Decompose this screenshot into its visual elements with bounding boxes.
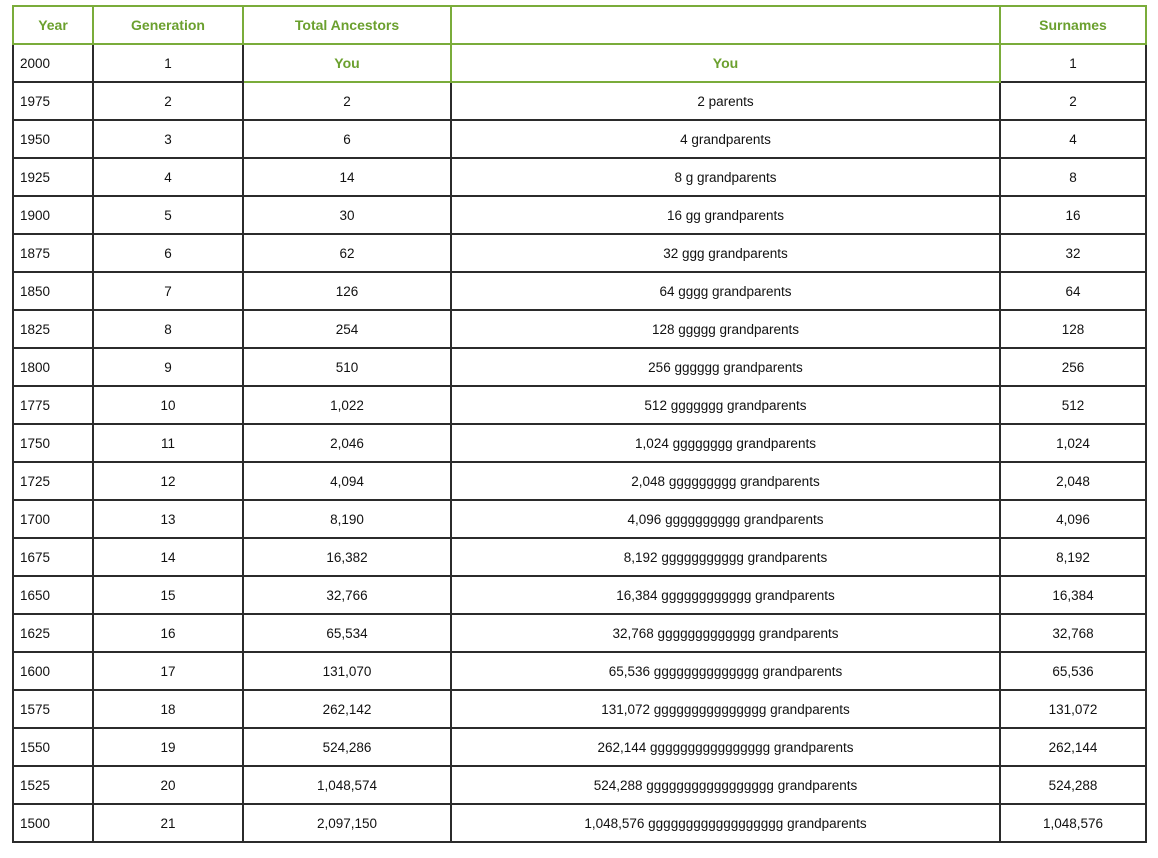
total-ancestors-cell: 1,048,574	[243, 766, 451, 804]
table-row	[13, 652, 1146, 690]
ancestor-table-container	[12, 5, 1145, 843]
year-cell: 1750	[13, 424, 93, 462]
surnames-cell: 32,768	[1000, 614, 1146, 652]
generation-cell: 5	[93, 196, 243, 234]
year-cell: 1550	[13, 728, 93, 766]
generation-cell: 6	[93, 234, 243, 272]
generation-cell: 1	[93, 44, 243, 82]
total-ancestors-cell: 65,534	[243, 614, 451, 652]
table-row	[13, 500, 1146, 538]
description-cell: 16,384 gggggggggggg grandparents	[451, 576, 1000, 614]
generation-cell: 2	[93, 82, 243, 120]
year-cell: 1600	[13, 652, 93, 690]
surnames-cell: 1,048,576	[1000, 804, 1146, 842]
year-cell: 1625	[13, 614, 93, 652]
generation-cell: 8	[93, 310, 243, 348]
year-cell: 1500	[13, 804, 93, 842]
total-ancestors-cell: 14	[243, 158, 451, 196]
description-cell: 8,192 ggggggggggg grandparents	[451, 538, 1000, 576]
total-ancestors-cell: 254	[243, 310, 451, 348]
generation-cell: 7	[93, 272, 243, 310]
table-row	[13, 348, 1146, 386]
description-cell: 32,768 ggggggggggggg grandparents	[451, 614, 1000, 652]
surnames-cell: 524,288	[1000, 766, 1146, 804]
table-row	[13, 196, 1146, 234]
table-row	[13, 576, 1146, 614]
generation-cell: 21	[93, 804, 243, 842]
year-cell: 1700	[13, 500, 93, 538]
total-ancestors-cell: 30	[243, 196, 451, 234]
description-cell: 524,288 ggggggggggggggggg grandparents	[451, 766, 1000, 804]
generation-cell: 9	[93, 348, 243, 386]
surnames-cell: 16	[1000, 196, 1146, 234]
generation-cell: 10	[93, 386, 243, 424]
description-cell: 2 parents	[451, 82, 1000, 120]
surnames-cell: 8,192	[1000, 538, 1146, 576]
table-row	[13, 44, 1146, 82]
table-row	[13, 424, 1146, 462]
table-row	[13, 234, 1146, 272]
generation-cell: 17	[93, 652, 243, 690]
surnames-cell: 256	[1000, 348, 1146, 386]
header-row	[13, 6, 1146, 44]
description-cell: 1,048,576 gggggggggggggggggg grandparents	[451, 804, 1000, 842]
total-ancestors-cell: 6	[243, 120, 451, 158]
surnames-cell: 32	[1000, 234, 1146, 272]
generation-cell: 18	[93, 690, 243, 728]
surnames-cell: 2,048	[1000, 462, 1146, 500]
total-ancestors-cell: 2,097,150	[243, 804, 451, 842]
total-ancestors-cell: 8,190	[243, 500, 451, 538]
surnames-cell: 64	[1000, 272, 1146, 310]
table-row	[13, 386, 1146, 424]
description-cell: 512 ggggggg grandparents	[451, 386, 1000, 424]
generation-cell: 13	[93, 500, 243, 538]
year-cell: 1725	[13, 462, 93, 500]
total-ancestors-cell: 510	[243, 348, 451, 386]
surnames-cell: 4	[1000, 120, 1146, 158]
table-row	[13, 462, 1146, 500]
total-ancestors-cell: 16,382	[243, 538, 451, 576]
surnames-cell: 262,144	[1000, 728, 1146, 766]
year-cell: 2000	[13, 44, 93, 82]
total-ancestors-cell: 126	[243, 272, 451, 310]
surnames-cell: 1	[1000, 44, 1146, 82]
generation-cell: 20	[93, 766, 243, 804]
description-cell: 256 gggggg grandparents	[451, 348, 1000, 386]
table-row	[13, 804, 1146, 842]
header-generation: Generation	[93, 6, 243, 44]
total-ancestors-cell: 2	[243, 82, 451, 120]
year-cell: 1525	[13, 766, 93, 804]
table-row	[13, 82, 1146, 120]
generation-cell: 3	[93, 120, 243, 158]
table-row	[13, 614, 1146, 652]
year-cell: 1775	[13, 386, 93, 424]
ancestor-table	[12, 5, 1147, 843]
generation-cell: 14	[93, 538, 243, 576]
generation-cell: 11	[93, 424, 243, 462]
surnames-cell: 8	[1000, 158, 1146, 196]
year-cell: 1925	[13, 158, 93, 196]
description-cell: 262,144 gggggggggggggggg grandparents	[451, 728, 1000, 766]
year-cell: 1650	[13, 576, 93, 614]
table-body	[13, 44, 1146, 842]
header-total-ancestors: Total Ancestors	[243, 6, 451, 44]
description-cell: 2,048 ggggggggg grandparents	[451, 462, 1000, 500]
table-row	[13, 272, 1146, 310]
table-row	[13, 538, 1146, 576]
total-ancestors-cell: 1,022	[243, 386, 451, 424]
total-ancestors-cell: 2,046	[243, 424, 451, 462]
year-cell: 1800	[13, 348, 93, 386]
table-row	[13, 310, 1146, 348]
total-ancestors-cell: 524,286	[243, 728, 451, 766]
surnames-cell: 65,536	[1000, 652, 1146, 690]
surnames-cell: 4,096	[1000, 500, 1146, 538]
year-cell: 1675	[13, 538, 93, 576]
surnames-cell: 2	[1000, 82, 1146, 120]
table-row	[13, 690, 1146, 728]
description-cell: 4,096 gggggggggg grandparents	[451, 500, 1000, 538]
surnames-cell: 512	[1000, 386, 1146, 424]
generation-cell: 12	[93, 462, 243, 500]
total-ancestors-cell: You	[243, 44, 451, 82]
surnames-cell: 1,024	[1000, 424, 1146, 462]
generation-cell: 4	[93, 158, 243, 196]
description-cell: 32 ggg grandparents	[451, 234, 1000, 272]
total-ancestors-cell: 62	[243, 234, 451, 272]
header-description	[451, 6, 1000, 44]
total-ancestors-cell: 131,070	[243, 652, 451, 690]
description-cell: 65,536 gggggggggggggg grandparents	[451, 652, 1000, 690]
year-cell: 1825	[13, 310, 93, 348]
generation-cell: 19	[93, 728, 243, 766]
surnames-cell: 131,072	[1000, 690, 1146, 728]
description-cell: You	[451, 44, 1000, 82]
year-cell: 1975	[13, 82, 93, 120]
total-ancestors-cell: 4,094	[243, 462, 451, 500]
year-cell: 1875	[13, 234, 93, 272]
table-row	[13, 120, 1146, 158]
generation-cell: 16	[93, 614, 243, 652]
description-cell: 8 g grandparents	[451, 158, 1000, 196]
table-row	[13, 158, 1146, 196]
description-cell: 4 grandparents	[451, 120, 1000, 158]
total-ancestors-cell: 262,142	[243, 690, 451, 728]
generation-cell: 15	[93, 576, 243, 614]
header-year: Year	[13, 6, 93, 44]
description-cell: 64 gggg grandparents	[451, 272, 1000, 310]
table-row	[13, 766, 1146, 804]
header-surnames: Surnames	[1000, 6, 1146, 44]
description-cell: 16 gg grandparents	[451, 196, 1000, 234]
description-cell: 131,072 ggggggggggggggg grandparents	[451, 690, 1000, 728]
year-cell: 1950	[13, 120, 93, 158]
table-row	[13, 728, 1146, 766]
description-cell: 128 ggggg grandparents	[451, 310, 1000, 348]
description-cell: 1,024 gggggggg grandparents	[451, 424, 1000, 462]
year-cell: 1900	[13, 196, 93, 234]
surnames-cell: 16,384	[1000, 576, 1146, 614]
surnames-cell: 128	[1000, 310, 1146, 348]
year-cell: 1575	[13, 690, 93, 728]
total-ancestors-cell: 32,766	[243, 576, 451, 614]
year-cell: 1850	[13, 272, 93, 310]
